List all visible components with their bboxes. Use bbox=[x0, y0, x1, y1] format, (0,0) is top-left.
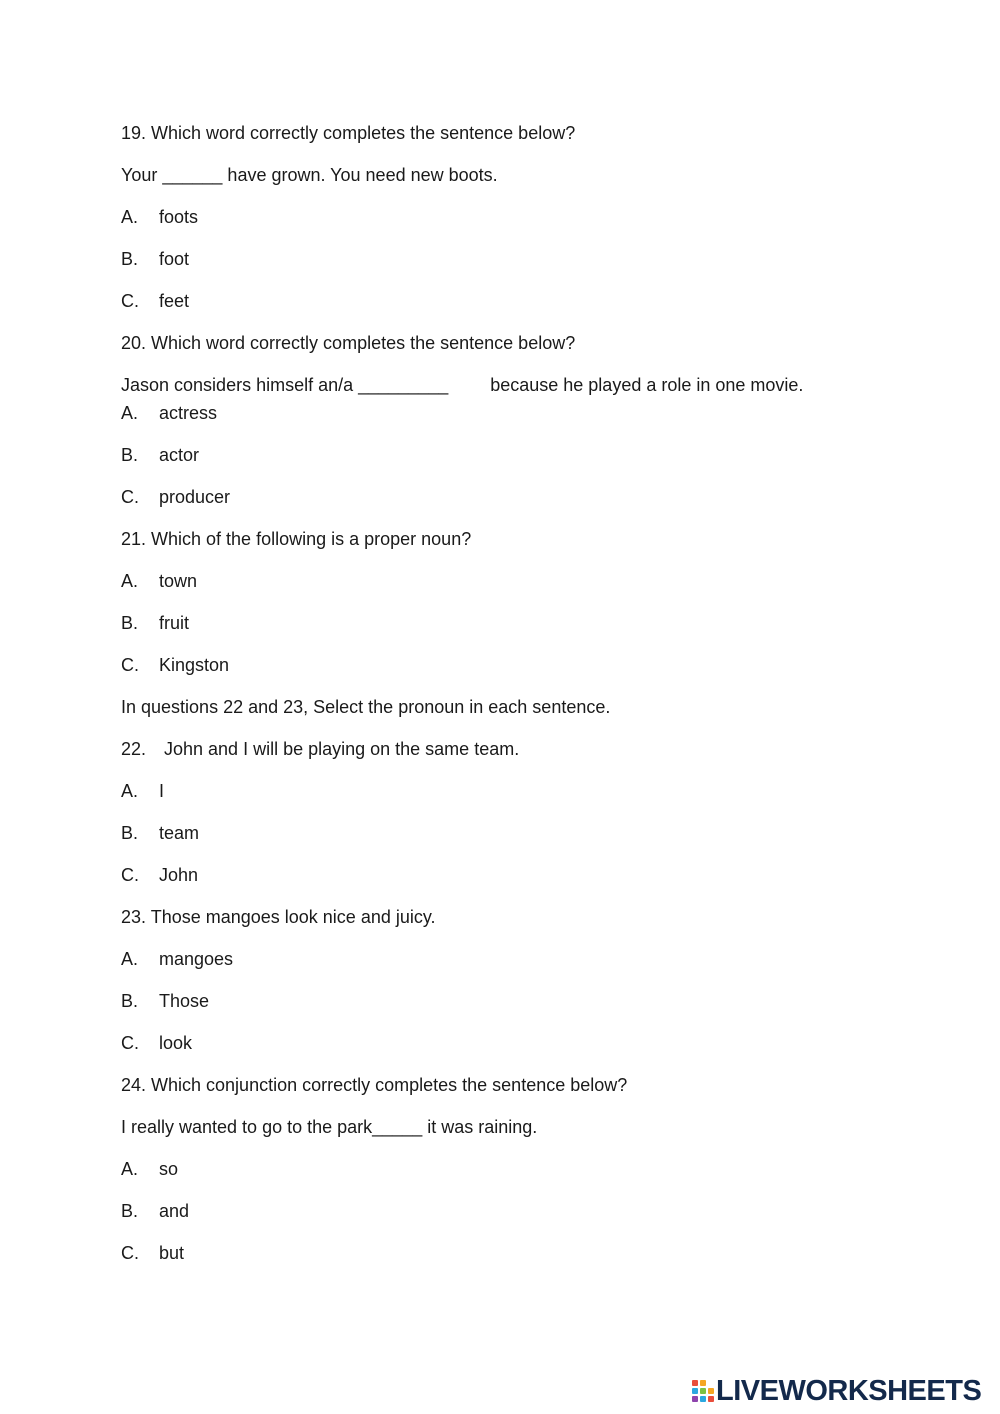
q20-option-a[interactable] bbox=[121, 402, 217, 424]
q24-option-b[interactable] bbox=[121, 1200, 189, 1222]
option-text: and bbox=[159, 1201, 190, 1221]
q21-option-b[interactable] bbox=[121, 612, 189, 634]
option-text: foot bbox=[159, 249, 190, 269]
q20-prompt: 20. Which word correctly completes the sentence below? bbox=[121, 333, 576, 353]
q23-option-c[interactable] bbox=[121, 1032, 192, 1054]
option-letter: B. bbox=[121, 823, 139, 843]
option-text: actor bbox=[159, 445, 200, 465]
q20-sentence bbox=[121, 374, 803, 396]
q22-prompt-text: John and I will be playing on the same team. bbox=[164, 739, 520, 759]
option-text: producer bbox=[159, 487, 231, 507]
option-letter: B. bbox=[121, 613, 139, 633]
option-letter: C. bbox=[121, 655, 139, 675]
q21-prompt: 21. Which of the following is a proper noun? bbox=[121, 529, 472, 549]
q19-option-a[interactable] bbox=[121, 206, 198, 228]
option-text: Kingston bbox=[159, 655, 230, 675]
option-text: foots bbox=[159, 207, 199, 227]
option-text: fruit bbox=[159, 613, 190, 633]
option-text: John bbox=[159, 865, 199, 885]
q22-option-a[interactable] bbox=[121, 780, 164, 802]
option-letter: A. bbox=[121, 571, 139, 591]
q24-option-c[interactable] bbox=[121, 1242, 184, 1264]
q19-option-b[interactable] bbox=[121, 248, 189, 270]
option-text: feet bbox=[159, 291, 190, 311]
q22-option-b[interactable] bbox=[121, 822, 199, 844]
q23-prompt: 23. Those mangoes look nice and juicy. bbox=[121, 907, 436, 927]
q23-option-b[interactable] bbox=[121, 990, 209, 1012]
q20-option-c[interactable] bbox=[121, 486, 230, 508]
option-letter: C. bbox=[121, 487, 139, 507]
option-letter: C. bbox=[121, 1243, 139, 1263]
q21-option-c[interactable] bbox=[121, 654, 229, 676]
q20-sentence-end: because he played a role in one movie. bbox=[490, 375, 804, 395]
q24-sentence: I really wanted to go to the park_____ it was raining. bbox=[121, 1117, 538, 1137]
option-letter: A. bbox=[121, 781, 139, 801]
option-text: team bbox=[159, 823, 200, 843]
option-letter: C. bbox=[121, 865, 139, 885]
option-letter: A. bbox=[121, 207, 139, 227]
option-letter: C. bbox=[121, 291, 139, 311]
option-text: I bbox=[159, 781, 165, 801]
instruction-text: In questions 22 and 23, Select the pronoun in each sentence. bbox=[121, 697, 611, 717]
option-letter: B. bbox=[121, 249, 139, 269]
q24-prompt: 24. Which conjunction correctly completes the sentence below? bbox=[121, 1075, 628, 1095]
option-letter: B. bbox=[121, 991, 139, 1011]
option-letter: A. bbox=[121, 949, 139, 969]
q20-sentence-start: Jason considers himself an/a _________ bbox=[121, 375, 449, 395]
option-letter: B. bbox=[121, 445, 139, 465]
q19-prompt: 19. Which word correctly completes the sentence below? bbox=[121, 123, 576, 143]
option-letter: A. bbox=[121, 403, 139, 423]
logo-text: LIVEWORKSHEETS bbox=[716, 1374, 982, 1407]
q23-option-a[interactable] bbox=[121, 948, 233, 970]
q24-option-a[interactable] bbox=[121, 1158, 178, 1180]
liveworksheets-logo bbox=[692, 1376, 981, 1406]
option-letter: B. bbox=[121, 1201, 139, 1221]
option-text: mangoes bbox=[159, 949, 234, 969]
liveworksheets-logo-icon bbox=[692, 1380, 714, 1402]
option-letter: A. bbox=[121, 1159, 139, 1179]
q19-option-c[interactable] bbox=[121, 290, 189, 312]
q20-option-b[interactable] bbox=[121, 444, 199, 466]
option-letter: C. bbox=[121, 1033, 139, 1053]
q22-number: 22. bbox=[121, 739, 147, 759]
q22-prompt bbox=[121, 738, 519, 760]
q19-sentence: Your ______ have grown. You need new boots. bbox=[121, 165, 498, 185]
option-text: actress bbox=[159, 403, 218, 423]
option-text: so bbox=[159, 1159, 179, 1179]
option-text: Those bbox=[159, 991, 210, 1011]
option-text: but bbox=[159, 1243, 185, 1263]
option-text: town bbox=[159, 571, 198, 591]
option-text: look bbox=[159, 1033, 193, 1053]
q22-option-c[interactable] bbox=[121, 864, 198, 886]
q21-option-a[interactable] bbox=[121, 570, 197, 592]
